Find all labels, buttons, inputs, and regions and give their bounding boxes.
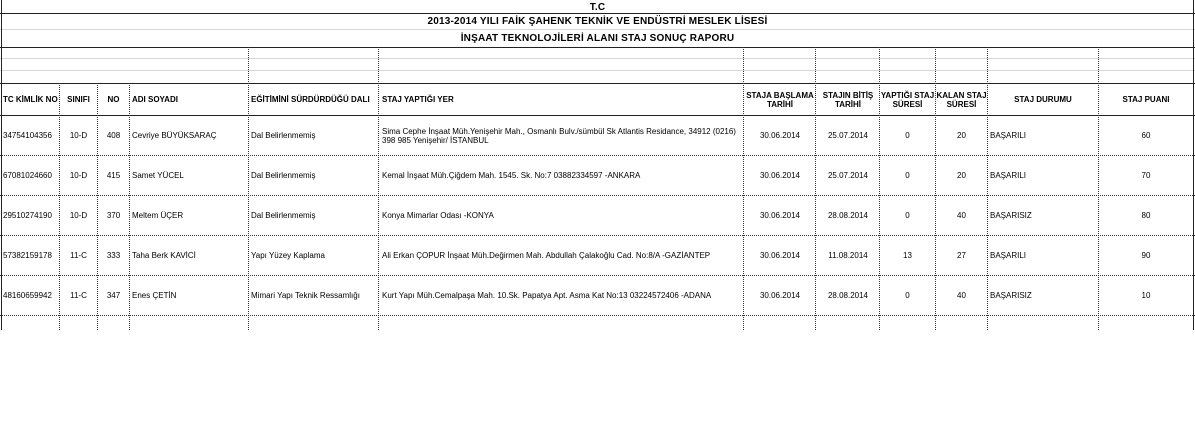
col-border-3: [129, 83, 130, 330]
header-ad: ADI SOYADI: [132, 95, 178, 104]
row-4-yer: Ali Erkan ÇOPUR İnşaat Müh.Değirmen Mah. Abdullah Çalakoğlu Cad. No:8/A -GAZİANTEP: [382, 251, 711, 260]
row-5-ad: Enes ÇETİN: [132, 291, 177, 300]
row-3-baslama: 30.06.2014: [759, 211, 801, 220]
row-4-bitis: 11.08.2014: [828, 251, 868, 260]
row-1-yer: Sima Cephe İnşaat Müh.Yenişehir Mah., Osmanlı Bulv./sümbül Sk Atlantis Residance, 34912 (0216) 398 985 Yenişehir/ İSTANBUL: [382, 126, 736, 145]
row-5-durum: BAŞARISIZ: [990, 291, 1032, 300]
row-4-puan: 90: [1141, 251, 1151, 260]
row-1-ad: Cevriye BÜYÜKSARAÇ: [132, 131, 217, 140]
col-border-6: [743, 47, 744, 330]
row-4-dal: Yapı Yüzey Kaplama: [251, 251, 325, 260]
row-3-dal: Dal Belirlenmemiş: [251, 211, 316, 220]
title-tc: T.C: [589, 2, 606, 13]
row-2-yer: Kemal İnşaat Müh.Çiğdem Mah. 1545. Sk. No:7 03882334597 -ANKARA: [382, 171, 641, 180]
row-2-bitis: 25.07.2014: [827, 171, 869, 180]
header-yer: STAJ YAPTIĞI YER: [382, 95, 454, 104]
row-5-dal: Mimari Yapı Teknik Ressamlığı: [251, 291, 360, 300]
header-baslama: STAJA BAŞLAMA TARİHİ: [746, 90, 814, 109]
row-3-yer: Konya Mimarlar Odası -KONYA: [382, 211, 494, 220]
title-school: 2013-2014 YILI FAİK ŞAHENK TEKNİK VE ENDÜSTRİ MESLEK LİSESİ: [427, 16, 768, 27]
header-dal: EĞİTİMİNİ SÜRDÜRDÜĞÜ DALI: [251, 95, 370, 104]
row-1-dal: Dal Belirlenmemiş: [251, 131, 316, 140]
row-1-puan: 60: [1141, 131, 1151, 140]
row-4-yapilan: 13: [903, 251, 912, 260]
col-border-7: [815, 47, 816, 330]
row-3-kalan: 40: [957, 211, 966, 220]
header-kalan: KALAN STAJ SÜRESİ: [936, 90, 987, 109]
row-1-sinif: 10-D: [69, 131, 88, 140]
row-3-puan: 80: [1141, 211, 1151, 220]
row-2-tc: 67081024660: [3, 171, 52, 180]
header-sinif: SINIFI: [67, 95, 90, 104]
row-1-kalan: 20: [957, 131, 966, 140]
row-5-sinif: 11-C: [70, 291, 87, 300]
title-line-2: [0, 29, 1195, 30]
row-4-ad: Taha Berk KAVİCİ: [132, 251, 196, 260]
row-5-no: 347: [106, 291, 121, 300]
row-1-baslama: 30.06.2014: [759, 131, 801, 140]
row-3-tc: 29510274190: [3, 211, 52, 220]
row-3-ad: Meltem ÜÇER: [132, 211, 184, 220]
row-2-kalan: 20: [957, 171, 966, 180]
row-4-tc: 57382159178: [3, 251, 52, 260]
col-border-12: [1193, 0, 1194, 330]
header-no: NO: [107, 95, 120, 104]
col-border-0: [1, 0, 2, 330]
row-2-no: 415: [106, 171, 121, 180]
header-bitis: STAJIN BİTİŞ TARİHİ: [822, 90, 874, 109]
row-4-durum: BAŞARILI: [990, 251, 1027, 260]
row-3-durum: BAŞARISIZ: [990, 211, 1032, 220]
title-line-3: [0, 47, 1195, 48]
row-1-tc: 34754104356: [3, 131, 52, 140]
row-5-bitis: 28.08.2014: [827, 291, 869, 300]
row-5-tc: 48160659942: [3, 291, 52, 300]
row-2-dal: Dal Belirlenmemiş: [251, 171, 316, 180]
row-1-bitis: 25.07.2014: [827, 131, 869, 140]
row-5-baslama: 30.06.2014: [759, 291, 801, 300]
header-tc: TC KİMLİK NO: [3, 95, 58, 104]
row-4-sinif: 11-C: [70, 251, 87, 260]
row-3-no: 370: [106, 211, 121, 220]
header-yapilan: YAPTIĞI STAJ SÜRESİ: [880, 90, 935, 109]
header-durum: STAJ DURUMU: [1014, 95, 1072, 104]
row-5-kalan: 40: [957, 291, 966, 300]
row-1-durum: BAŞARILI: [990, 131, 1027, 140]
row-1-yapilan: 0: [905, 131, 910, 140]
row-5-yer: Kurt Yapı Müh.Cemalpaşa Mah. 10.Sk. Papatya Apt. Asma Kat No:13 03224572406 -ADANA: [382, 291, 712, 300]
row-4-baslama: 30.06.2014: [759, 251, 801, 260]
row-3-sinif: 10-D: [69, 211, 88, 220]
header-puan: STAJ PUANI: [1122, 95, 1170, 104]
row-3-yapilan: 0: [905, 211, 910, 220]
row-5-yapilan: 0: [905, 291, 910, 300]
row-2-baslama: 30.06.2014: [759, 171, 801, 180]
title-line-1: [0, 13, 1195, 14]
row-4-no: 333: [106, 251, 121, 260]
row-line-5: [0, 315, 1195, 316]
row-5-puan: 10: [1141, 291, 1151, 300]
row-2-ad: Samet YÜCEL: [132, 171, 184, 180]
row-2-sinif: 10-D: [69, 171, 88, 180]
header-top-line: [0, 83, 1195, 84]
col-border-4: [248, 47, 249, 330]
row-1-no: 408: [106, 131, 121, 140]
spacer-line-1: [0, 58, 1195, 59]
row-2-durum: BAŞARILI: [990, 171, 1027, 180]
title-report: İNŞAAT TEKNOLOJİLERİ ALANI STAJ SONUÇ RAPORU: [460, 33, 735, 44]
row-2-yapilan: 0: [905, 171, 910, 180]
col-border-5: [378, 47, 379, 330]
spacer-line-2: [0, 70, 1195, 71]
row-3-bitis: 28.08.2014: [827, 211, 869, 220]
row-4-kalan: 27: [957, 251, 966, 260]
row-2-puan: 70: [1141, 171, 1151, 180]
